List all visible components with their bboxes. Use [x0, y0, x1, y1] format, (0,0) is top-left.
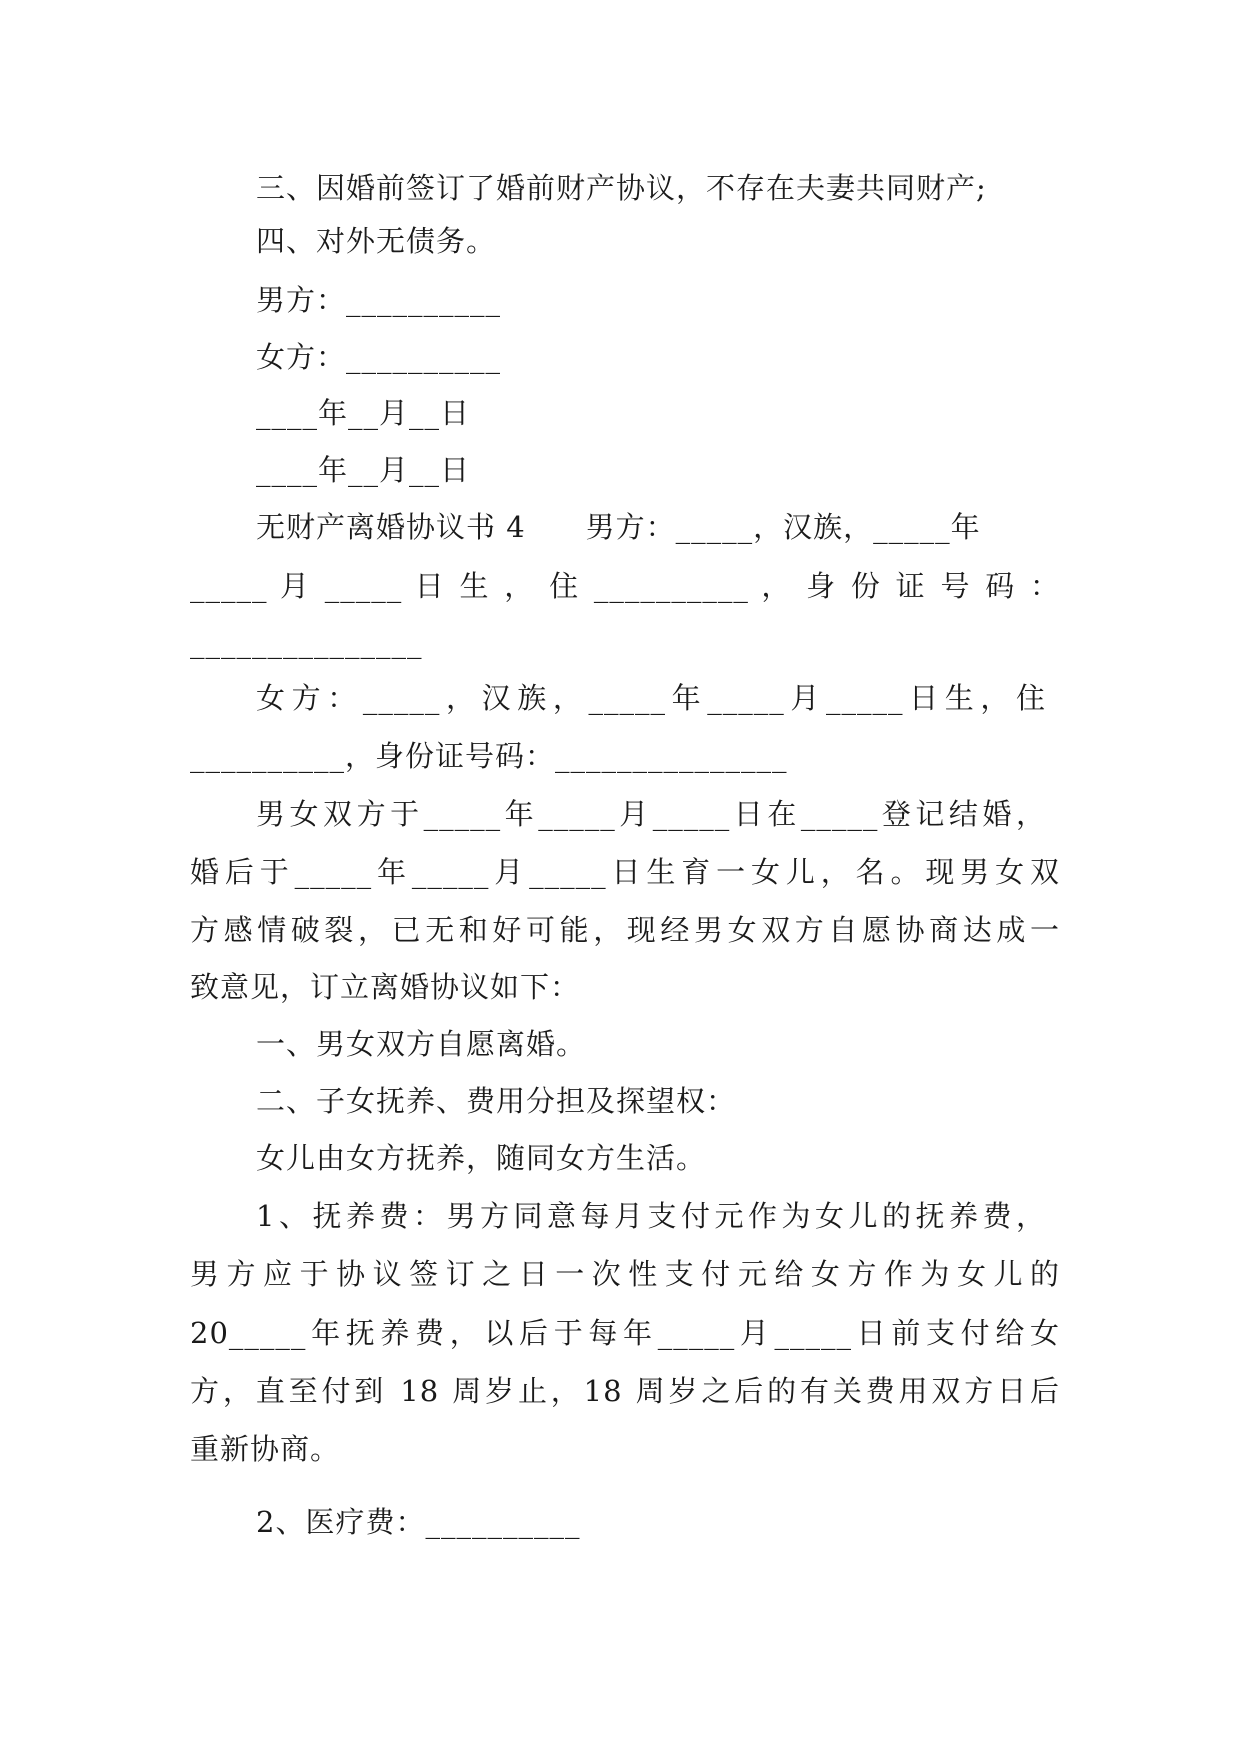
male-party-details: _____ 月 _____ 日 生 ， 住 __________ ， 身 份 证 号 码 ： [190, 569, 1060, 603]
female-address-id: __________，身份证号码：_______________ [190, 739, 788, 773]
clause-four: 四、对外无债务。 [256, 224, 497, 258]
female-party-details: 女方：_____，汉族，_____年_____月_____日生，住 [256, 681, 1046, 715]
child-support-paragraph: 男方应于协议签订之日一次性支付元给女方作为女儿的 [190, 1257, 1060, 1291]
male-id-number: _______________ [190, 625, 423, 659]
male-signature-line: 男方：__________ [256, 283, 502, 317]
agreement-heading-male-party: 无财产离婚协议书 4 男方：_____，汉族，_____年 [256, 510, 981, 544]
marriage-paragraph: 方感情破裂，已无和好可能，现经男女双方自愿协商达成一 [190, 913, 1060, 947]
marriage-paragraph: 男女双方于_____年_____月_____日在_____登记结婚， [256, 797, 1046, 831]
date-line: ____年__月__日 [256, 453, 471, 487]
medical-fee-line: 2、医疗费：__________ [256, 1505, 581, 1539]
date-line: ____年__月__日 [256, 396, 471, 430]
child-support-paragraph: 重新协商。 [190, 1432, 341, 1466]
clause-three: 三、因婚前签订了婚前财产协议，不存在夫妻共同财产; [256, 171, 987, 205]
child-support-paragraph: 方，直至付到 18 周岁止，18 周岁之后的有关费用双方日后 [190, 1374, 1060, 1408]
clause-one: 一、男女双方自愿离婚。 [256, 1027, 587, 1061]
child-support-paragraph: 20_____年抚养费，以后于每年_____月_____日前支付给女 [190, 1316, 1060, 1350]
female-signature-line: 女方：__________ [256, 340, 502, 374]
marriage-paragraph: 婚后于_____年_____月_____日生育一女儿，名。现男女双 [190, 855, 1060, 889]
child-support-paragraph: 1、抚养费：男方同意每月支付元作为女儿的抚养费， [256, 1199, 1046, 1233]
marriage-paragraph: 致意见，订立离婚协议如下： [190, 970, 581, 1004]
clause-two: 二、子女抚养、费用分担及探望权： [256, 1084, 737, 1118]
custody-text: 女儿由女方抚养，随同女方生活。 [256, 1141, 707, 1175]
